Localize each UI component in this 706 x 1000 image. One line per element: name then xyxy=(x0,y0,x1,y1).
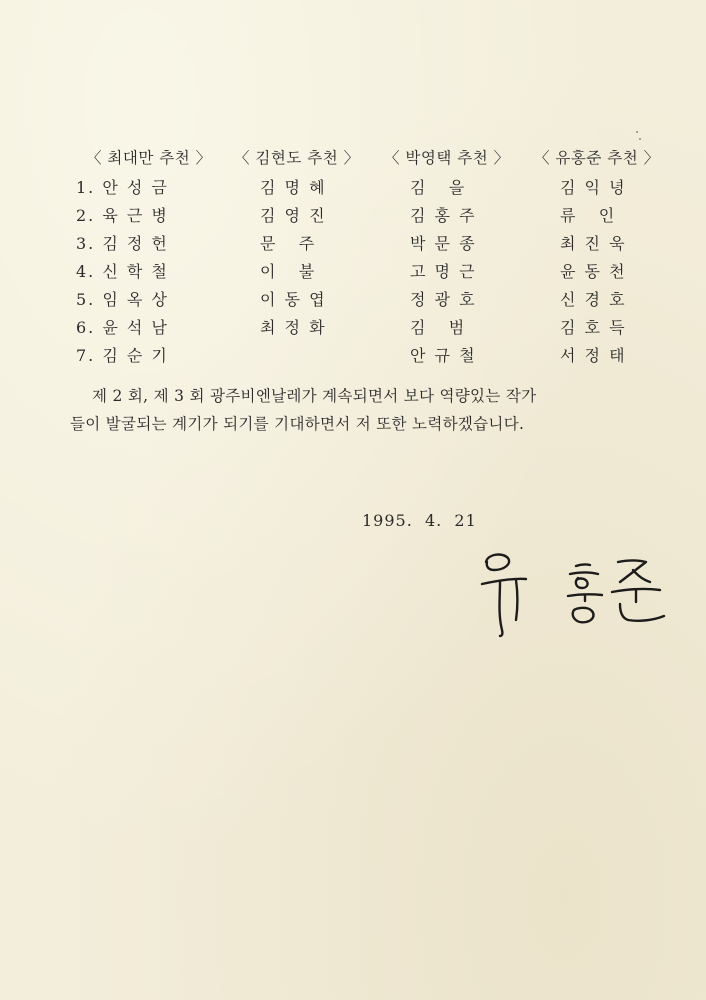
header-kim-hyeondo: 〈 김현도 추천 〉 xyxy=(234,149,360,167)
list-cell: 이 불 xyxy=(260,262,317,281)
list-cell: 문 주 xyxy=(260,234,317,253)
list-cell: 신 경 호 xyxy=(560,290,627,309)
list-cell: 3. 김 정 헌 xyxy=(76,234,169,253)
list-row xyxy=(0,175,706,199)
closing-paragraph xyxy=(70,382,670,438)
list-cell: 김 홍 주 xyxy=(410,206,477,225)
paragraph-line-2: 들이 발굴되는 계기가 되기를 기대하면서 저 또한 노력하겠습니다. xyxy=(70,415,525,433)
paper-speck xyxy=(636,131,638,133)
list-cell: 류 인 xyxy=(560,206,617,225)
list-cell: 이 동 엽 xyxy=(260,290,327,309)
header-park-yeongtaek: 〈 박영택 추천 〉 xyxy=(384,149,510,167)
list-cell: 5. 임 옥 상 xyxy=(76,290,169,309)
list-cell: 7. 김 순 기 xyxy=(76,346,169,365)
header-yu-hongjun: 〈 유홍준 추천 〉 xyxy=(534,149,660,167)
list-row xyxy=(0,231,706,255)
list-row xyxy=(0,343,706,367)
list-cell: 최 정 화 xyxy=(260,318,327,337)
list-row xyxy=(0,259,706,283)
handwritten-signature xyxy=(478,548,678,648)
list-cell: 1. 안 성 금 xyxy=(76,178,169,197)
list-cell: 정 광 호 xyxy=(410,290,477,309)
list-cell: 서 정 태 xyxy=(560,346,627,365)
list-cell: 고 명 근 xyxy=(410,262,477,281)
list-cell: 김 을 xyxy=(410,178,467,197)
list-row xyxy=(0,315,706,339)
list-cell: 안 규 철 xyxy=(410,346,477,365)
list-cell: 김 호 득 xyxy=(560,318,627,337)
paper-speck xyxy=(639,138,641,140)
list-cell: 김 영 진 xyxy=(260,206,327,225)
paragraph-line-1: 제 2 회, 제 3 회 광주비엔날레가 계속되면서 보다 역량있는 작가 xyxy=(92,387,537,405)
list-row xyxy=(0,203,706,227)
list-cell: 김 익 녕 xyxy=(560,178,627,197)
list-cell: 2. 육 근 병 xyxy=(76,206,169,225)
list-cell: 4. 신 학 철 xyxy=(76,262,169,281)
list-cell: 6. 윤 석 남 xyxy=(76,318,169,337)
recommender-headers xyxy=(86,146,686,168)
document-date: 1995. 4. 21 xyxy=(362,511,477,530)
list-cell: 박 문 종 xyxy=(410,234,477,253)
list-row xyxy=(0,287,706,311)
list-cell: 김 범 xyxy=(410,318,467,337)
list-cell: 윤 동 천 xyxy=(560,262,627,281)
list-cell: 김 명 혜 xyxy=(260,178,327,197)
header-choi-daeman: 〈 최대만 추천 〉 xyxy=(86,149,212,167)
list-cell: 최 진 욱 xyxy=(560,234,627,253)
